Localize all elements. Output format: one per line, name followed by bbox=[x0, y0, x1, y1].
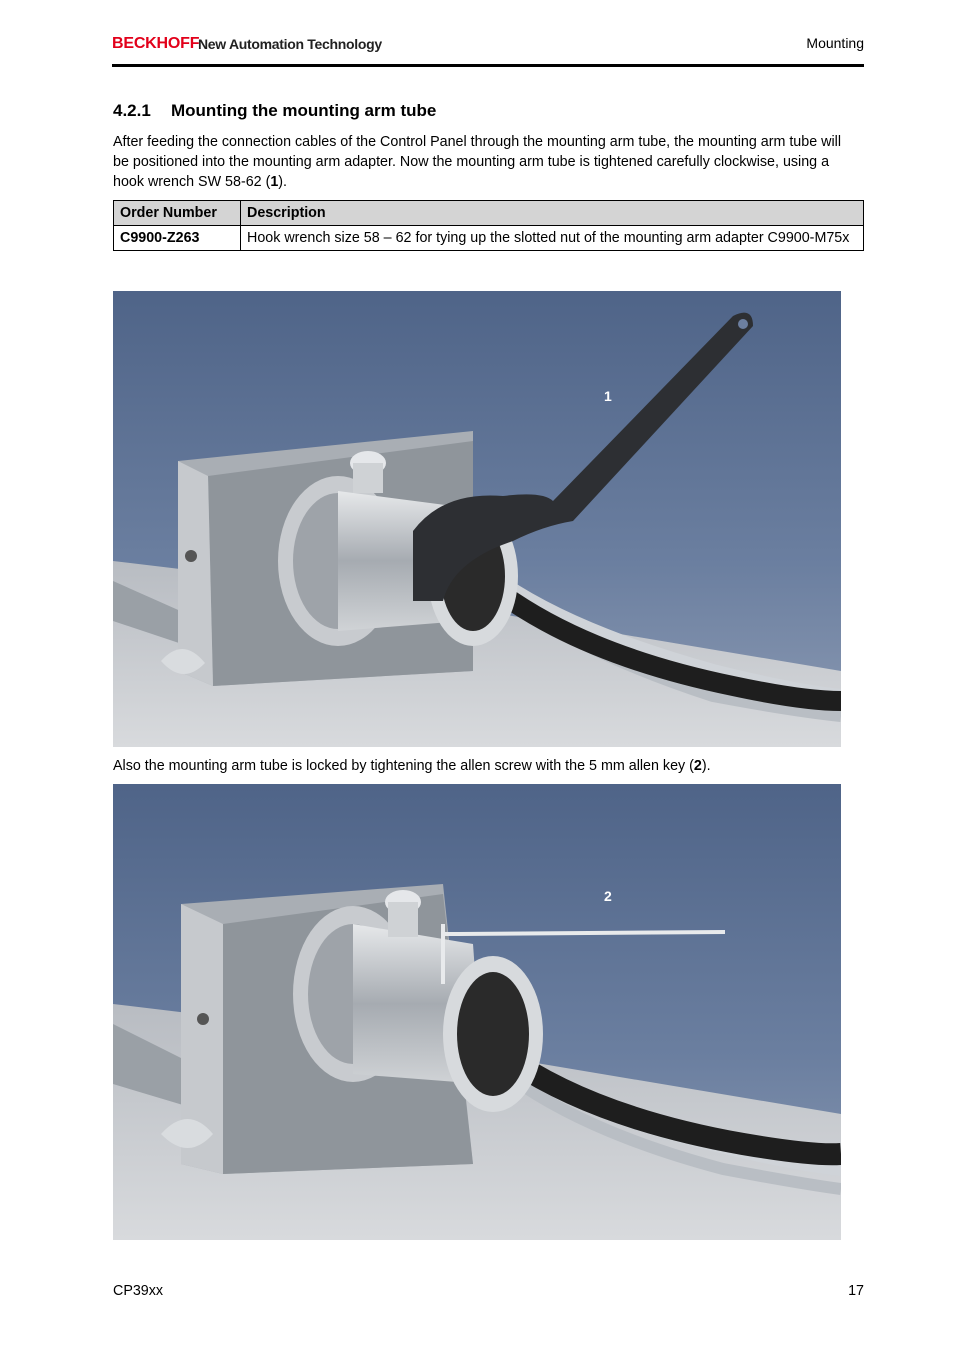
logo-tagline: New Automation Technology bbox=[198, 36, 382, 52]
hook-wrench-illustration bbox=[113, 291, 841, 747]
page-header bbox=[112, 32, 864, 67]
photo-hook-wrench bbox=[113, 291, 841, 747]
description-cell: Hook wrench size 58 – 62 for tying up the slotted nut of the mounting arm adapter C9900-M75x bbox=[241, 226, 864, 251]
intro-text: After feeding the connection cables of the Control Panel through the mounting arm tube, the mounting arm tube will be positioned into the mounting arm adapter. Now the mounting arm tube is tightened carefully clockwise, using a hook wrench SW 58-62 ( bbox=[113, 134, 841, 190]
allen-key-illustration bbox=[113, 784, 841, 1240]
footer-page-number: 17 bbox=[848, 1283, 864, 1299]
order-number-cell: C9900-Z263 bbox=[114, 226, 241, 251]
second-text: Also the mounting arm tube is locked by tightening the allen screw with the 5 mm allen key ( bbox=[113, 758, 694, 774]
col-header-description: Description bbox=[241, 201, 864, 226]
beckhoff-logo: BECKHOFF bbox=[112, 35, 200, 52]
heading-title: Mounting the mounting arm tube bbox=[171, 101, 437, 120]
heading-number: 4.2.1 bbox=[113, 101, 151, 120]
intro-ref: 1 bbox=[270, 174, 279, 190]
section-heading bbox=[113, 101, 436, 121]
second-ref: 2 bbox=[693, 758, 702, 774]
col-header-order-number: Order Number bbox=[114, 201, 241, 226]
intro-text-end: ). bbox=[278, 174, 288, 190]
footer-product: CP39xx bbox=[113, 1283, 164, 1299]
second-text-end: ). bbox=[701, 758, 711, 774]
table-header-row bbox=[114, 201, 864, 226]
section-title: Mounting bbox=[806, 35, 864, 51]
order-table bbox=[113, 200, 864, 251]
photo-allen-key bbox=[113, 784, 841, 1240]
callout-2: 2 bbox=[604, 888, 612, 904]
table-row bbox=[114, 226, 864, 251]
second-paragraph bbox=[113, 756, 858, 776]
intro-paragraph bbox=[113, 132, 858, 192]
callout-1: 1 bbox=[604, 388, 612, 404]
